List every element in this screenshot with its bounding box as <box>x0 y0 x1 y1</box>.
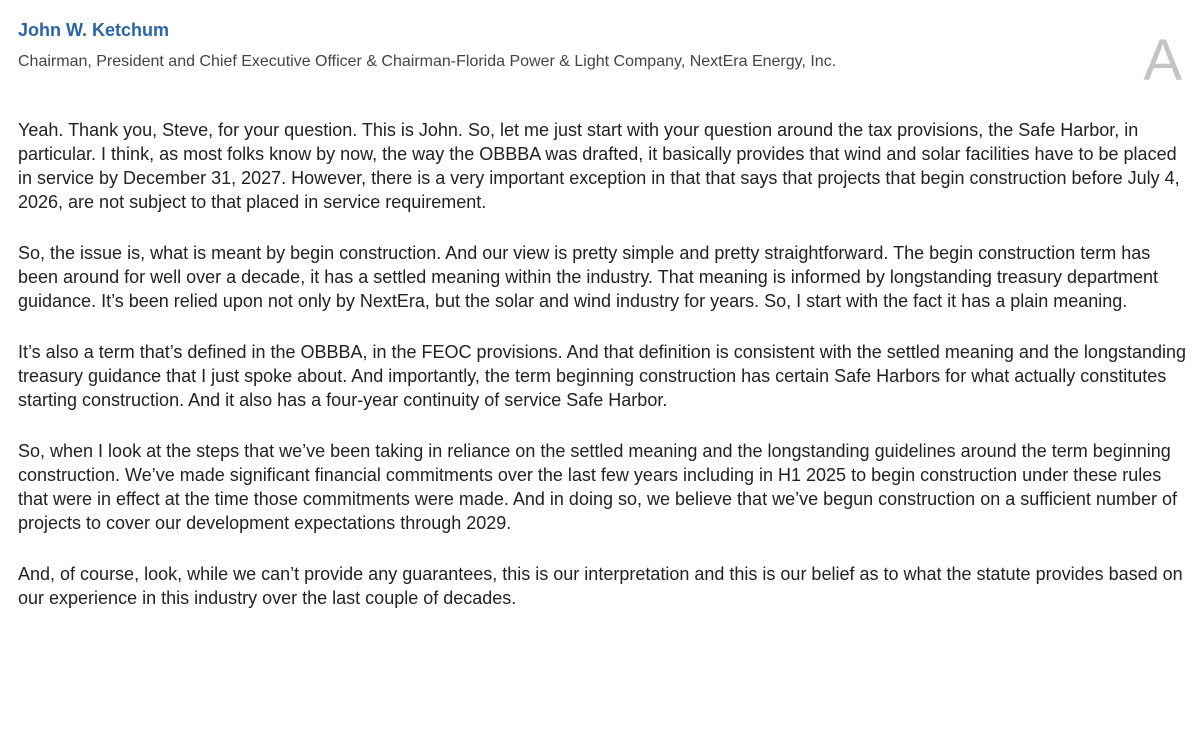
transcript-paragraph: Yeah. Thank you, Steve, for your question. This is John. So, let me just start with your question around the tax provisions, the Safe Harbor, in particular. I think, as most folks know by now, the way the OBBBA was drafted, it basically provides that wind and solar facilities have to be placed in service by December 31, 2027. However, there is a very important exception in that that says that projects that begin construction before July 4, 2026, are not subject to that placed in service requirement. <box>18 120 1180 212</box>
transcript-paragraph: And, of course, look, while we can’t provide any guarantees, this is our interpretation and this is our belief as to what the statute provides based on our experience in this industry over the last couple of decades. <box>18 564 1183 608</box>
transcript-paragraph: It’s also a term that’s defined in the OBBBA, in the FEOC provisions. And that definition is consistent with the settled meaning and the longstanding treasury guidance that I just spoke about. And importantly, the term beginning construction has certain Safe Harbors for what actually constitutes starting construction. And it also has a four-year continuity of service Safe Harbor. <box>18 342 1187 410</box>
speaker-header <box>18 18 1098 73</box>
speaker-name: John W. Ketchum <box>18 20 170 40</box>
speaker-title: Chairman, President and Chief Executive Officer & Chairman-Florida Power & Light Company, NextEra Energy, Inc. <box>18 53 837 70</box>
transcript-body <box>18 118 1186 637</box>
transcript-paragraph: So, the issue is, what is meant by begin construction. And our view is pretty simple and pretty straightforward. The begin construction term has been around for well over a decade, it has a settled meaning within the industry. That meaning is informed by longstanding treasury department guidance. It’s been relied upon not only by NextEra, but the solar and wind industry for years. So, I start with the fact it has a plain meaning. <box>18 243 1158 311</box>
transcript-paragraph: So, when I look at the steps that we’ve been taking in reliance on the settled meaning and the longstanding guidelines around the term beginning construction. We’ve made significant financial commitments over the last few years including in H1 2025 to begin construction under these rules that were in effect at the time those commitments were made. And in doing so, we believe that we’ve begun construction on a sufficient number of projects to cover our development expectations through 2029. <box>18 441 1177 533</box>
answer-marker-icon: A <box>1143 28 1182 93</box>
